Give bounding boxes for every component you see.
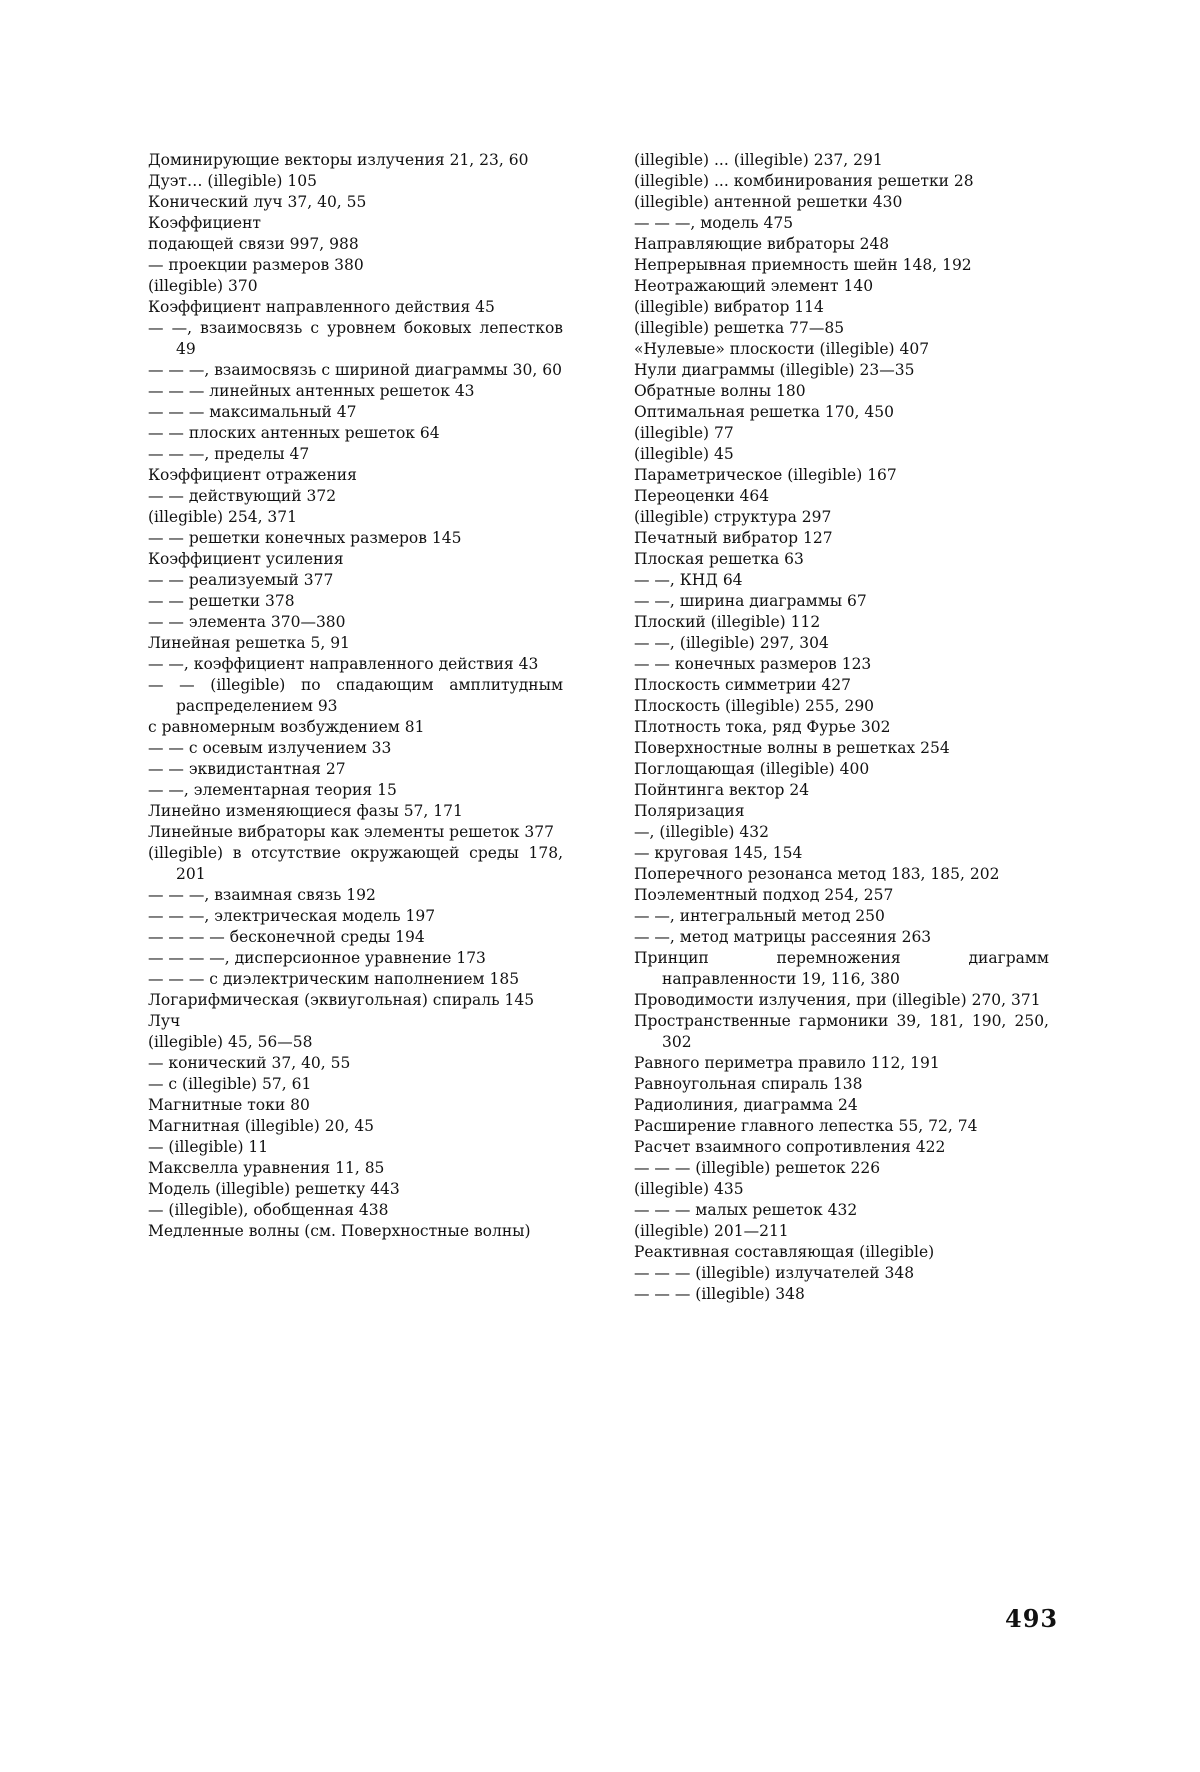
index-entry: Расширение главного лепестка 55, 72, 74 (634, 1117, 978, 1135)
index-entry: — — элемента 370—380 (148, 613, 346, 631)
index-entry: — — —, пределы 47 (148, 445, 310, 463)
index-entry: (illegible) вибратор 114 (634, 298, 824, 316)
index-entry: Неотражающий элемент 140 (634, 277, 874, 295)
index-entry: Нули диаграммы (illegible) 23—35 (634, 361, 915, 379)
index-entry: — — с осевым излучением 33 (148, 739, 392, 757)
index-entry: — — действующий 372 (148, 487, 337, 505)
index-entry: — — — (illegible) решеток 226 (634, 1159, 881, 1177)
index-entry: — круговая 145, 154 (634, 844, 803, 862)
index-entry: (illegible) 370 (148, 277, 258, 295)
index-entry: Реактивная составляющая (illegible) (634, 1243, 935, 1261)
index-entry: — проекции размеров 380 (148, 256, 364, 274)
index-entry: Поэлементный подход 254, 257 (634, 886, 894, 904)
index-entry: (illegible) ... комбинирования решетки 28 (634, 172, 974, 190)
index-entry: Плоская решетка 63 (634, 550, 804, 568)
index-entry: Коэффициент отражения (148, 466, 357, 484)
index-entry: Расчет взаимного сопротивления 422 (634, 1138, 946, 1156)
index-entry: — —, КНД 64 (634, 571, 743, 589)
index-entry: — — — (illegible) 348 (634, 1285, 805, 1303)
index-entry: (illegible) в отсутствие окружающей среды 178, 201 (148, 844, 563, 883)
index-entry: — —, метод матрицы рассеяния 263 (634, 928, 932, 946)
index-entry: (illegible) антенной решетки 430 (634, 193, 903, 211)
index-entry: Поляризация (634, 802, 745, 820)
index-entry: Направляющие вибраторы 248 (634, 235, 890, 253)
index-entry: Коэффициент (148, 214, 261, 232)
index-entry: — конический 37, 40, 55 (148, 1054, 351, 1072)
index-entry: Параметрическое (illegible) 167 (634, 466, 897, 484)
index-entry: подающей связи 997, 988 (148, 235, 359, 253)
index-entry: Равноугольная спираль 138 (634, 1075, 863, 1093)
index-entry: — —, интегральный метод 250 (634, 907, 885, 925)
index-entry: Проводимости излучения, при (illegible) 270, 371 (634, 991, 1041, 1009)
index-column-right (634, 150, 1049, 1305)
index-entry: Пространственные гармоники 39, 181, 190, 250, 302 (634, 1012, 1049, 1051)
index-entry: Луч (148, 1012, 181, 1030)
index-entry: Переоценки 464 (634, 487, 770, 505)
index-entry: — — — максимальный 47 (148, 403, 357, 421)
index-entry: — — плоских антенных решеток 64 (148, 424, 440, 442)
index-entry: Линейные вибраторы как элементы решеток 377 (148, 823, 554, 841)
index-entry: Логарифмическая (эквиугольная) спираль 145 (148, 991, 535, 1009)
index-entry: Радиолиния, диаграмма 24 (634, 1096, 858, 1114)
index-entry: Конический луч 37, 40, 55 (148, 193, 367, 211)
index-entry: Коэффициент усиления (148, 550, 344, 568)
index-entry: (illegible) 201—211 (634, 1222, 789, 1240)
index-entry: — — — линейных антенных решеток 43 (148, 382, 475, 400)
index-entry: — — реализуемый 377 (148, 571, 334, 589)
index-entry: — — —, взаимосвязь с шириной диаграммы 30, 60 (148, 361, 562, 379)
page-number: 493 (1005, 1604, 1059, 1633)
index-entry: — —, элементарная теория 15 (148, 781, 397, 799)
index-entry: с равномерным возбуждением 81 (148, 718, 425, 736)
index-entry: — — —, модель 475 (634, 214, 794, 232)
index-entry: — —, (illegible) 297, 304 (634, 634, 829, 652)
index-entry: (illegible) решетка 77—85 (634, 319, 845, 337)
index-entry: — — решетки конечных размеров 145 (148, 529, 462, 547)
index-entry: Непрерывная приемность шейн 148, 192 (634, 256, 972, 274)
index-entry: (illegible) 77 (634, 424, 734, 442)
index-entry: (illegible) 254, 371 (148, 508, 298, 526)
index-entry: — — — с диэлектрическим наполнением 185 (148, 970, 520, 988)
index-entry: — —, ширина диаграммы 67 (634, 592, 867, 610)
index-entry: Пойнтинга вектор 24 (634, 781, 810, 799)
index-entry: — — решетки 378 (148, 592, 295, 610)
index-entry: — — конечных размеров 123 (634, 655, 872, 673)
index-entry: (illegible) 45 (634, 445, 734, 463)
index-entry: Магнитные токи 80 (148, 1096, 310, 1114)
index-entry: — — (illegible) по спадающим амплитудным распределением 93 (148, 676, 563, 715)
index-entry: — —, взаимосвязь с уровнем боковых лепестков 49 (148, 319, 563, 358)
index-entry: —, (illegible) 432 (634, 823, 769, 841)
index-entry: — — —, взаимная связь 192 (148, 886, 376, 904)
index-entry: Поперечного резонанса метод 183, 185, 202 (634, 865, 1000, 883)
index-entry: — — — малых решеток 432 (634, 1201, 858, 1219)
index-entry: — — — (illegible) излучателей 348 (634, 1264, 915, 1282)
index-entry: (illegible) ... (illegible) 237, 291 (634, 151, 883, 169)
index-entry: Плоскость симметрии 427 (634, 676, 851, 694)
index-entry: Оптимальная решетка 170, 450 (634, 403, 894, 421)
index-entry: Линейная решетка 5, 91 (148, 634, 350, 652)
index-entry: (illegible) 435 (634, 1180, 744, 1198)
index-entry: Дуэт… (illegible) 105 (148, 172, 317, 190)
index-entry: — — — —, дисперсионное уравнение 173 (148, 949, 486, 967)
index-entry: — — — — бесконечной среды 194 (148, 928, 425, 946)
index-entry: Принцип перемножения диаграмм направленности 19, 116, 380 (634, 949, 1049, 988)
index-entry: Модель (illegible) решетку 443 (148, 1180, 400, 1198)
index-entry: — — эквидистантная 27 (148, 760, 346, 778)
index-entry: Линейно изменяющиеся фазы 57, 171 (148, 802, 463, 820)
index-entry: Печатный вибратор 127 (634, 529, 833, 547)
index-entry: Равного периметра правило 112, 191 (634, 1054, 940, 1072)
index-entry: — (illegible) 11 (148, 1138, 269, 1156)
index-entry: Доминирующие векторы излучения 21, 23, 60 (148, 151, 529, 169)
index-entry: Плотность тока, ряд Фурье 302 (634, 718, 891, 736)
index-entry: — (illegible), обобщенная 438 (148, 1201, 389, 1219)
index-entry: (illegible) структура 297 (634, 508, 832, 526)
index-entry: (illegible) 45, 56—58 (148, 1033, 313, 1051)
index-entry: «Нулевые» плоскости (illegible) 407 (634, 340, 930, 358)
index-entry: Магнитная (illegible) 20, 45 (148, 1117, 375, 1135)
index-entry: Максвелла уравнения 11, 85 (148, 1159, 385, 1177)
index-entry: — —, коэффициент направленного действия 43 (148, 655, 539, 673)
index-entry: — — —, электрическая модель 197 (148, 907, 436, 925)
index-entry: Плоский (illegible) 112 (634, 613, 821, 631)
index-entry: Обратные волны 180 (634, 382, 806, 400)
index-entry: — с (illegible) 57, 61 (148, 1075, 312, 1093)
index-entry: Поверхностные волны в решетках 254 (634, 739, 950, 757)
index-entry: Медленные волны (см. Поверхностные волны) (148, 1222, 531, 1240)
index-entry: Коэффициент направленного действия 45 (148, 298, 495, 316)
index-entry: Плоскость (illegible) 255, 290 (634, 697, 875, 715)
index-column-left (148, 150, 563, 1242)
index-entry: Поглощающая (illegible) 400 (634, 760, 870, 778)
